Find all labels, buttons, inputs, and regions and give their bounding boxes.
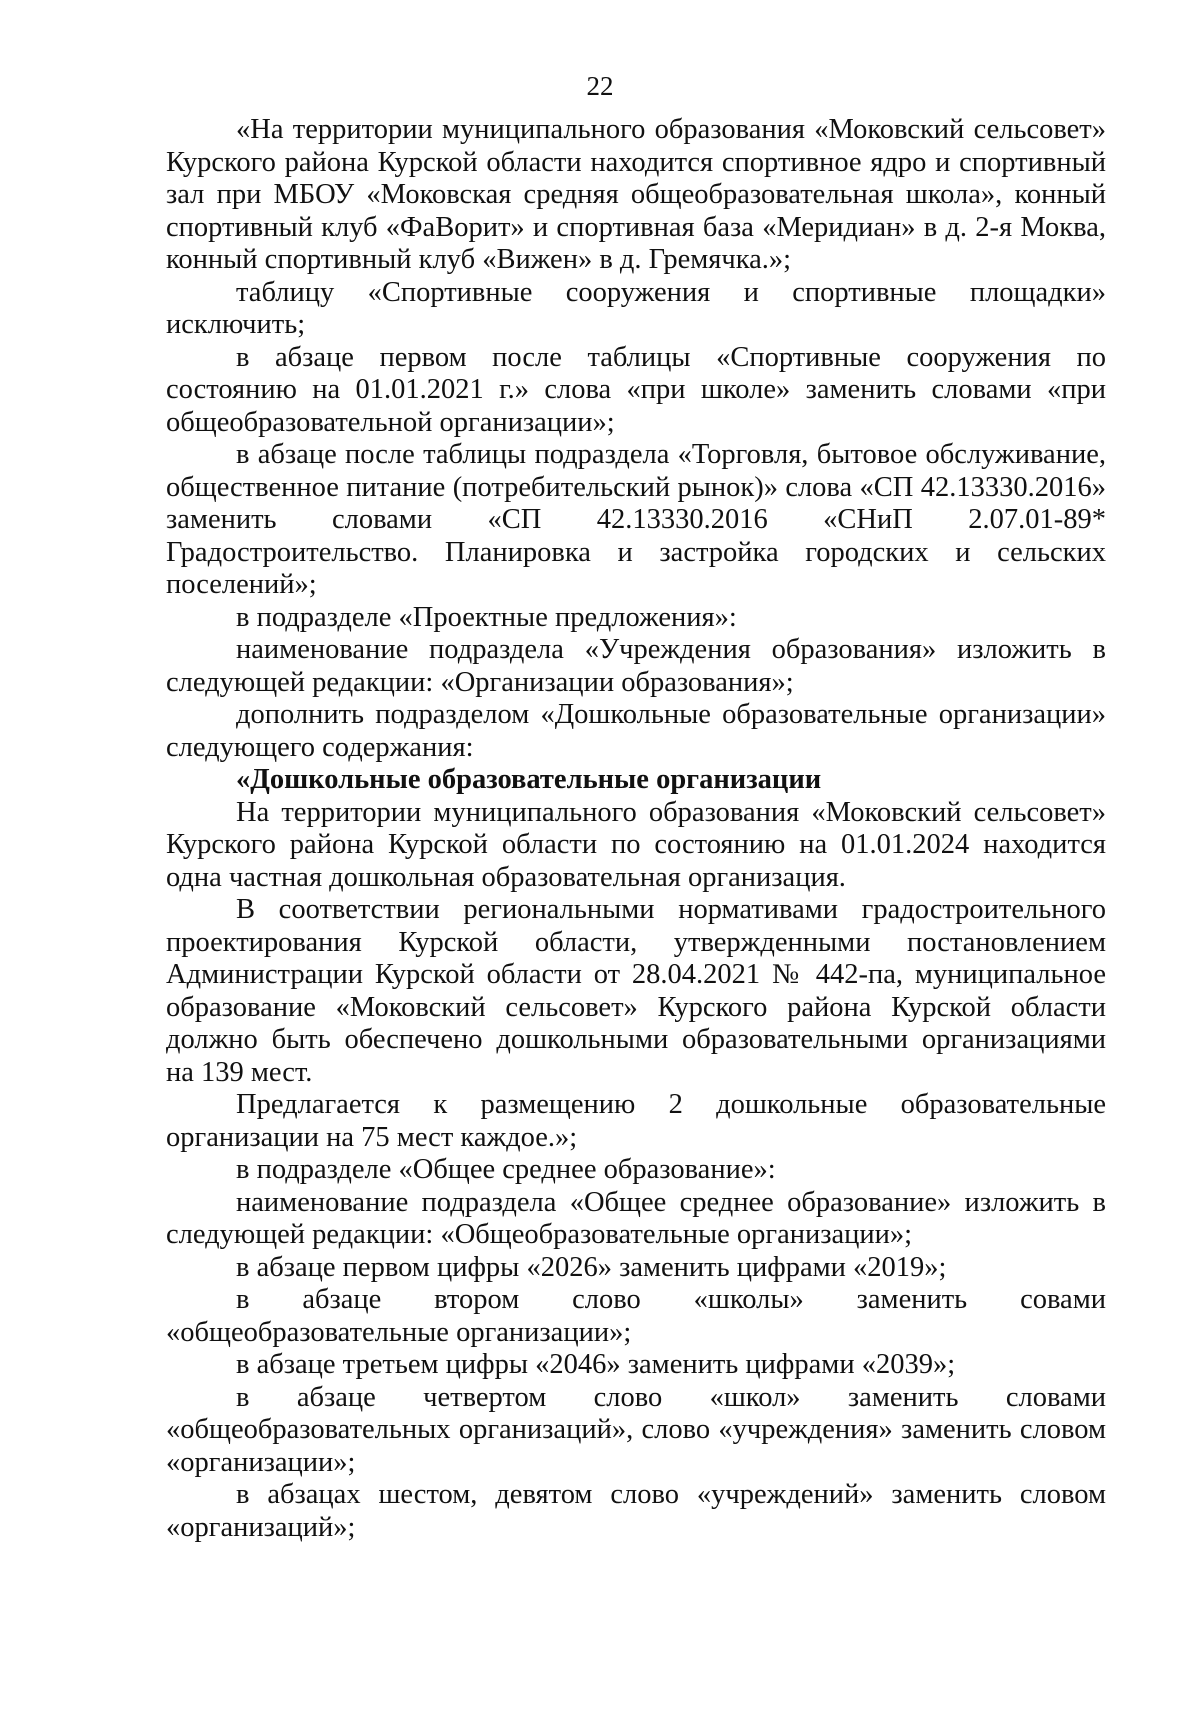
paragraph-proposal-placement: Предлагается к размещению 2 дошкольные образовательные организации на 75 мест каждое.»;: [166, 1089, 1106, 1153]
paragraph-preschool-existing: На территории муниципального образования «Моковский сельсовет» Курского района Курской области по состоянию на 01.01.2024 находится одна частная дошкольная образовательная организация.: [166, 796, 1106, 893]
paragraph-regional-norms: В соответствии региональными нормативами градостроительного проектирования Курской области, утвержденными постановлением Администрации Курской области от 28.04.2021 № 442-па, муниципальное образование «Моковский сельсовет» Курского района Курской области должно быть обеспечено дошкольными образовательными организациями на 139 мест.: [166, 894, 1106, 1088]
paragraph-add-preschool: дополнить подразделом «Дошкольные образовательные организации» следующего содержания:: [166, 699, 1106, 763]
document-body: [166, 114, 1106, 1544]
paragraph-fourth-words: в абзаце четвертом слово «школ» заменить словами «общеобразовательных организаций», слово «учреждения» заменить словом «организации»;: [166, 1381, 1106, 1478]
paragraph-sports-facilities: «На территории муниципального образования «Моковский сельсовет» Курского района Курской области находится спортивное ядро и спортивный зал при МБОУ «Моковская средняя общеобразовательная школа», конный спортивный клуб «ФаВорит» и спортивная база «Меридиан» в д. 2-я Моква, конный спортивный клуб «Вижен» в д. Гремячка.»;: [166, 114, 1106, 275]
paragraph-general-secondary: в подразделе «Общее среднее образование»:: [236, 1154, 776, 1185]
paragraph-sixth-ninth: в абзацах шестом, девятом слово «учреждений» заменить словом «организаций»;: [166, 1479, 1106, 1543]
heading-preschool-organizations: «Дошкольные образовательные организации: [236, 764, 822, 795]
page-number: 22: [586, 71, 614, 101]
paragraph-rename-general-secondary: наименование подраздела «Общее среднее образование» изложить в следующей редакции: «Общеобразовательные организации»;: [166, 1186, 1106, 1250]
paragraph-third-digits: в абзаце третьем цифры «2046» заменить цифрами «2039»;: [236, 1349, 956, 1380]
paragraph-exclude-table: таблицу «Спортивные сооружения и спортивные площадки» исключить;: [166, 276, 1106, 340]
paragraph-second-word: в абзаце втором слово «школы» заменить совами «общеобразовательные организации»;: [166, 1284, 1106, 1348]
paragraph-trade-section: в абзаце после таблицы подраздела «Торговля, бытовое обслуживание, общественное питание (потребительский рынок)» слова «СП 42.13330.2016» заменить словами «СП 42.13330.2016 «СНиП 2.07.01-89* Градостроительство. Планировка и застройка городских и сельских поселений»;: [166, 439, 1106, 600]
paragraph-first-digits: в абзаце первом цифры «2026» заменить цифрами «2019»;: [236, 1251, 947, 1283]
paragraph-first-after-table: в абзаце первом после таблицы «Спортивные сооружения по состоянию на 01.01.2021 г.» слова «при школе» заменить словами «при общеобразовательной организации»;: [166, 341, 1106, 438]
paragraph-project-proposals: в подразделе «Проектные предложения»:: [236, 601, 737, 633]
paragraph-rename-education: наименование подраздела «Учреждения образования» изложить в следующей редакции: «Организации образования»;: [166, 634, 1106, 698]
